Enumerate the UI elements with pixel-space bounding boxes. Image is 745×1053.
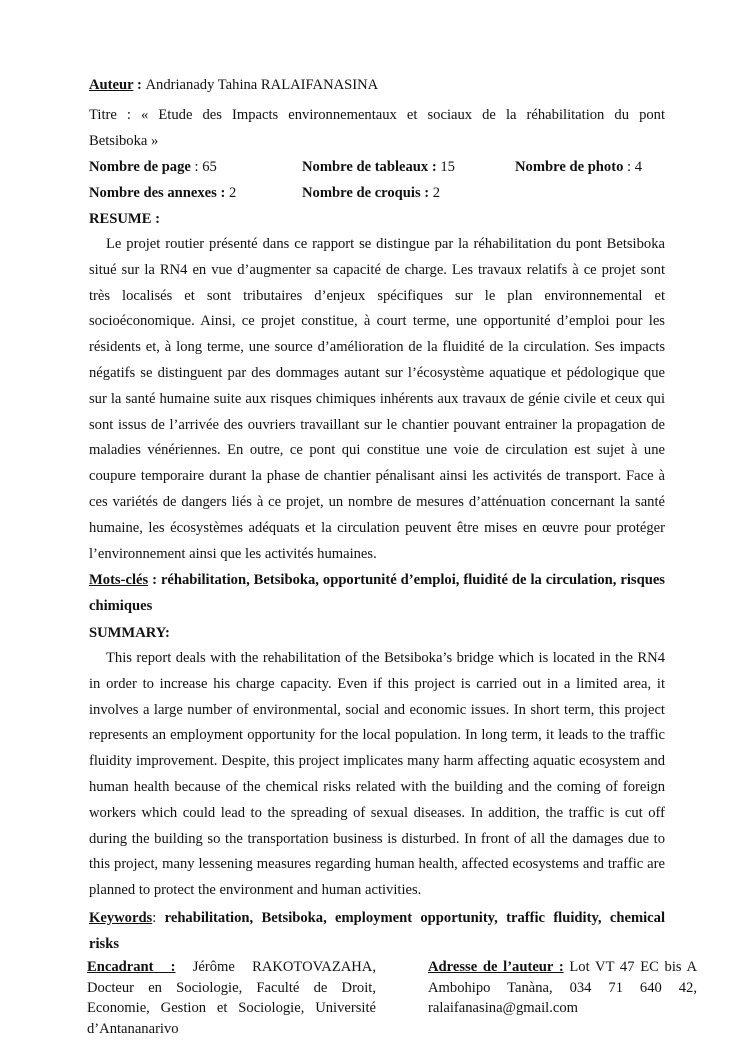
annexes-value: 2	[225, 185, 237, 201]
mots-cles-label: Mots-clés	[89, 572, 149, 589]
annexes-count	[89, 180, 236, 206]
summary-text: This report deals with the rehabilitation of the Betsiboka’s bridge which is located in the RN4 in order to increase his charge capacity. Even if this project is carried out in a limited area, it involves a large number of environmental, social and economic issues. In short term, this project represents an employment opportunity for the local population. In long term, it leads to the traffic fluidity improvement. Despite, this project implicates many harm affecting aquatic ecosystem and human health because of the chemical risks related with the building and the coming of foreign workers which could lead to the spreading of sexual diseases. In addition, the traffic is cut off during the building so the transportation business is disturbed. In front of all the damages due to this project, many lessening measures regarding human health, affected ecosystems and traffic are planned to protect the environment and human activities.	[89, 649, 665, 899]
encadrant-text: Jérôme RAKOTOVAZAHA, Docteur en Sociologie, Faculté de Droit, Economie, Gestion et Sociologie, Université d’Antananarivo	[87, 959, 376, 1037]
author-line	[89, 72, 665, 98]
annexes-label: Nombre des annexes :	[89, 185, 226, 201]
pages-count	[89, 154, 217, 180]
encadrant-label: Encadrant :	[87, 959, 176, 975]
adresse-block	[428, 957, 697, 1019]
title-line-2	[89, 128, 665, 154]
keywords-label: Keywords	[89, 909, 153, 926]
resume-heading: RESUME :	[89, 211, 160, 227]
encadrant-block	[87, 957, 376, 1039]
stats-row-1	[89, 154, 665, 180]
photos-label: Nombre de photo	[515, 159, 624, 175]
mots-cles-sep: :	[148, 572, 161, 589]
keywords-text: rehabilitation, Betsiboka, employment opportunity, traffic fluidity, chemical risks	[89, 909, 666, 952]
adresse-label: Adresse de l’auteur :	[428, 959, 564, 975]
author-name: Andrianady Tahina RALAIFANASINA	[145, 77, 379, 93]
title-label: Titre	[89, 107, 117, 123]
document-page	[89, 72, 665, 957]
author-label: Auteur	[89, 77, 134, 93]
tables-count	[302, 154, 455, 180]
mots-cles-line	[89, 568, 665, 620]
photos-value: : 4	[623, 159, 643, 175]
resume-text: Le projet routier présenté dans ce rapport se distingue par la réhabilitation du pont Betsiboka situé sur la RN4 en vue d’augmenter sa capacité de charge. Les travaux relatifs à ce projet sont très localisés et sont tributaires d’enjeux spécifiques sur le plan environnemental et socioéconomique. Ainsi, ce projet constitue, à court terme, une opportunité d’emploi pour les résidents et, à long terme, une source d’amélioration de la fluidité de la circulation. Ses impacts négatifs se distinguent par des dommages autant sur l’écosystème aquatique et pédologique que sur la santé humaine suite aux risques chimiques inhérents aux travaux de génie civile et ceux qui sont issus de l’arrivée des ouvriers travaillant sur le chantier pouvant entrainer la propagation de maladies vénériennes. En outre, ce pont qui constitue une voie de circulation est sujet à une coupure temporaire durant la phase de chantier pénalisant ainsi les activités de transport. Face à ces variétés de dangers liés à ce projet, un nombre de mesures d’atténuation concernant la santé humaine, les écosystèmes adéquats et la circulation peuvent être mises en œuvre pour protéger l’environnement ainsi que les activités humaines.	[89, 236, 665, 562]
summary-heading: SUMMARY:	[89, 624, 170, 641]
keywords-sep: :	[152, 909, 165, 926]
author-colon: :	[133, 77, 146, 93]
sketches-count	[302, 180, 440, 206]
adresse-text: Lot VT 47 EC bis A Ambohipo Tanàna, 034 71 640 42, ralaifanasina@gmail.com	[428, 959, 697, 1016]
sketches-label: Nombre de croquis :	[302, 185, 430, 201]
title-line-1	[89, 102, 665, 128]
pages-label: Nombre de page	[89, 159, 191, 175]
photos-count	[515, 154, 642, 180]
stats-row-2	[89, 180, 665, 206]
title-text-2: Betsiboka »	[89, 133, 159, 149]
tables-label: Nombre de tableaux :	[302, 159, 437, 175]
title-text-1: Etude des Impacts environnementaux et sociaux de la réhabilitation du pont	[158, 107, 666, 123]
pages-value: : 65	[190, 159, 217, 175]
tables-value: 15	[436, 159, 455, 175]
sketches-value: 2	[429, 185, 441, 201]
keywords-line-1	[89, 905, 665, 957]
mots-cles-text: réhabilitation, Betsiboka, opportunité d’emploi, fluidité de la circulation, risques chimiques	[89, 572, 665, 615]
title-sep: : «	[116, 107, 159, 123]
